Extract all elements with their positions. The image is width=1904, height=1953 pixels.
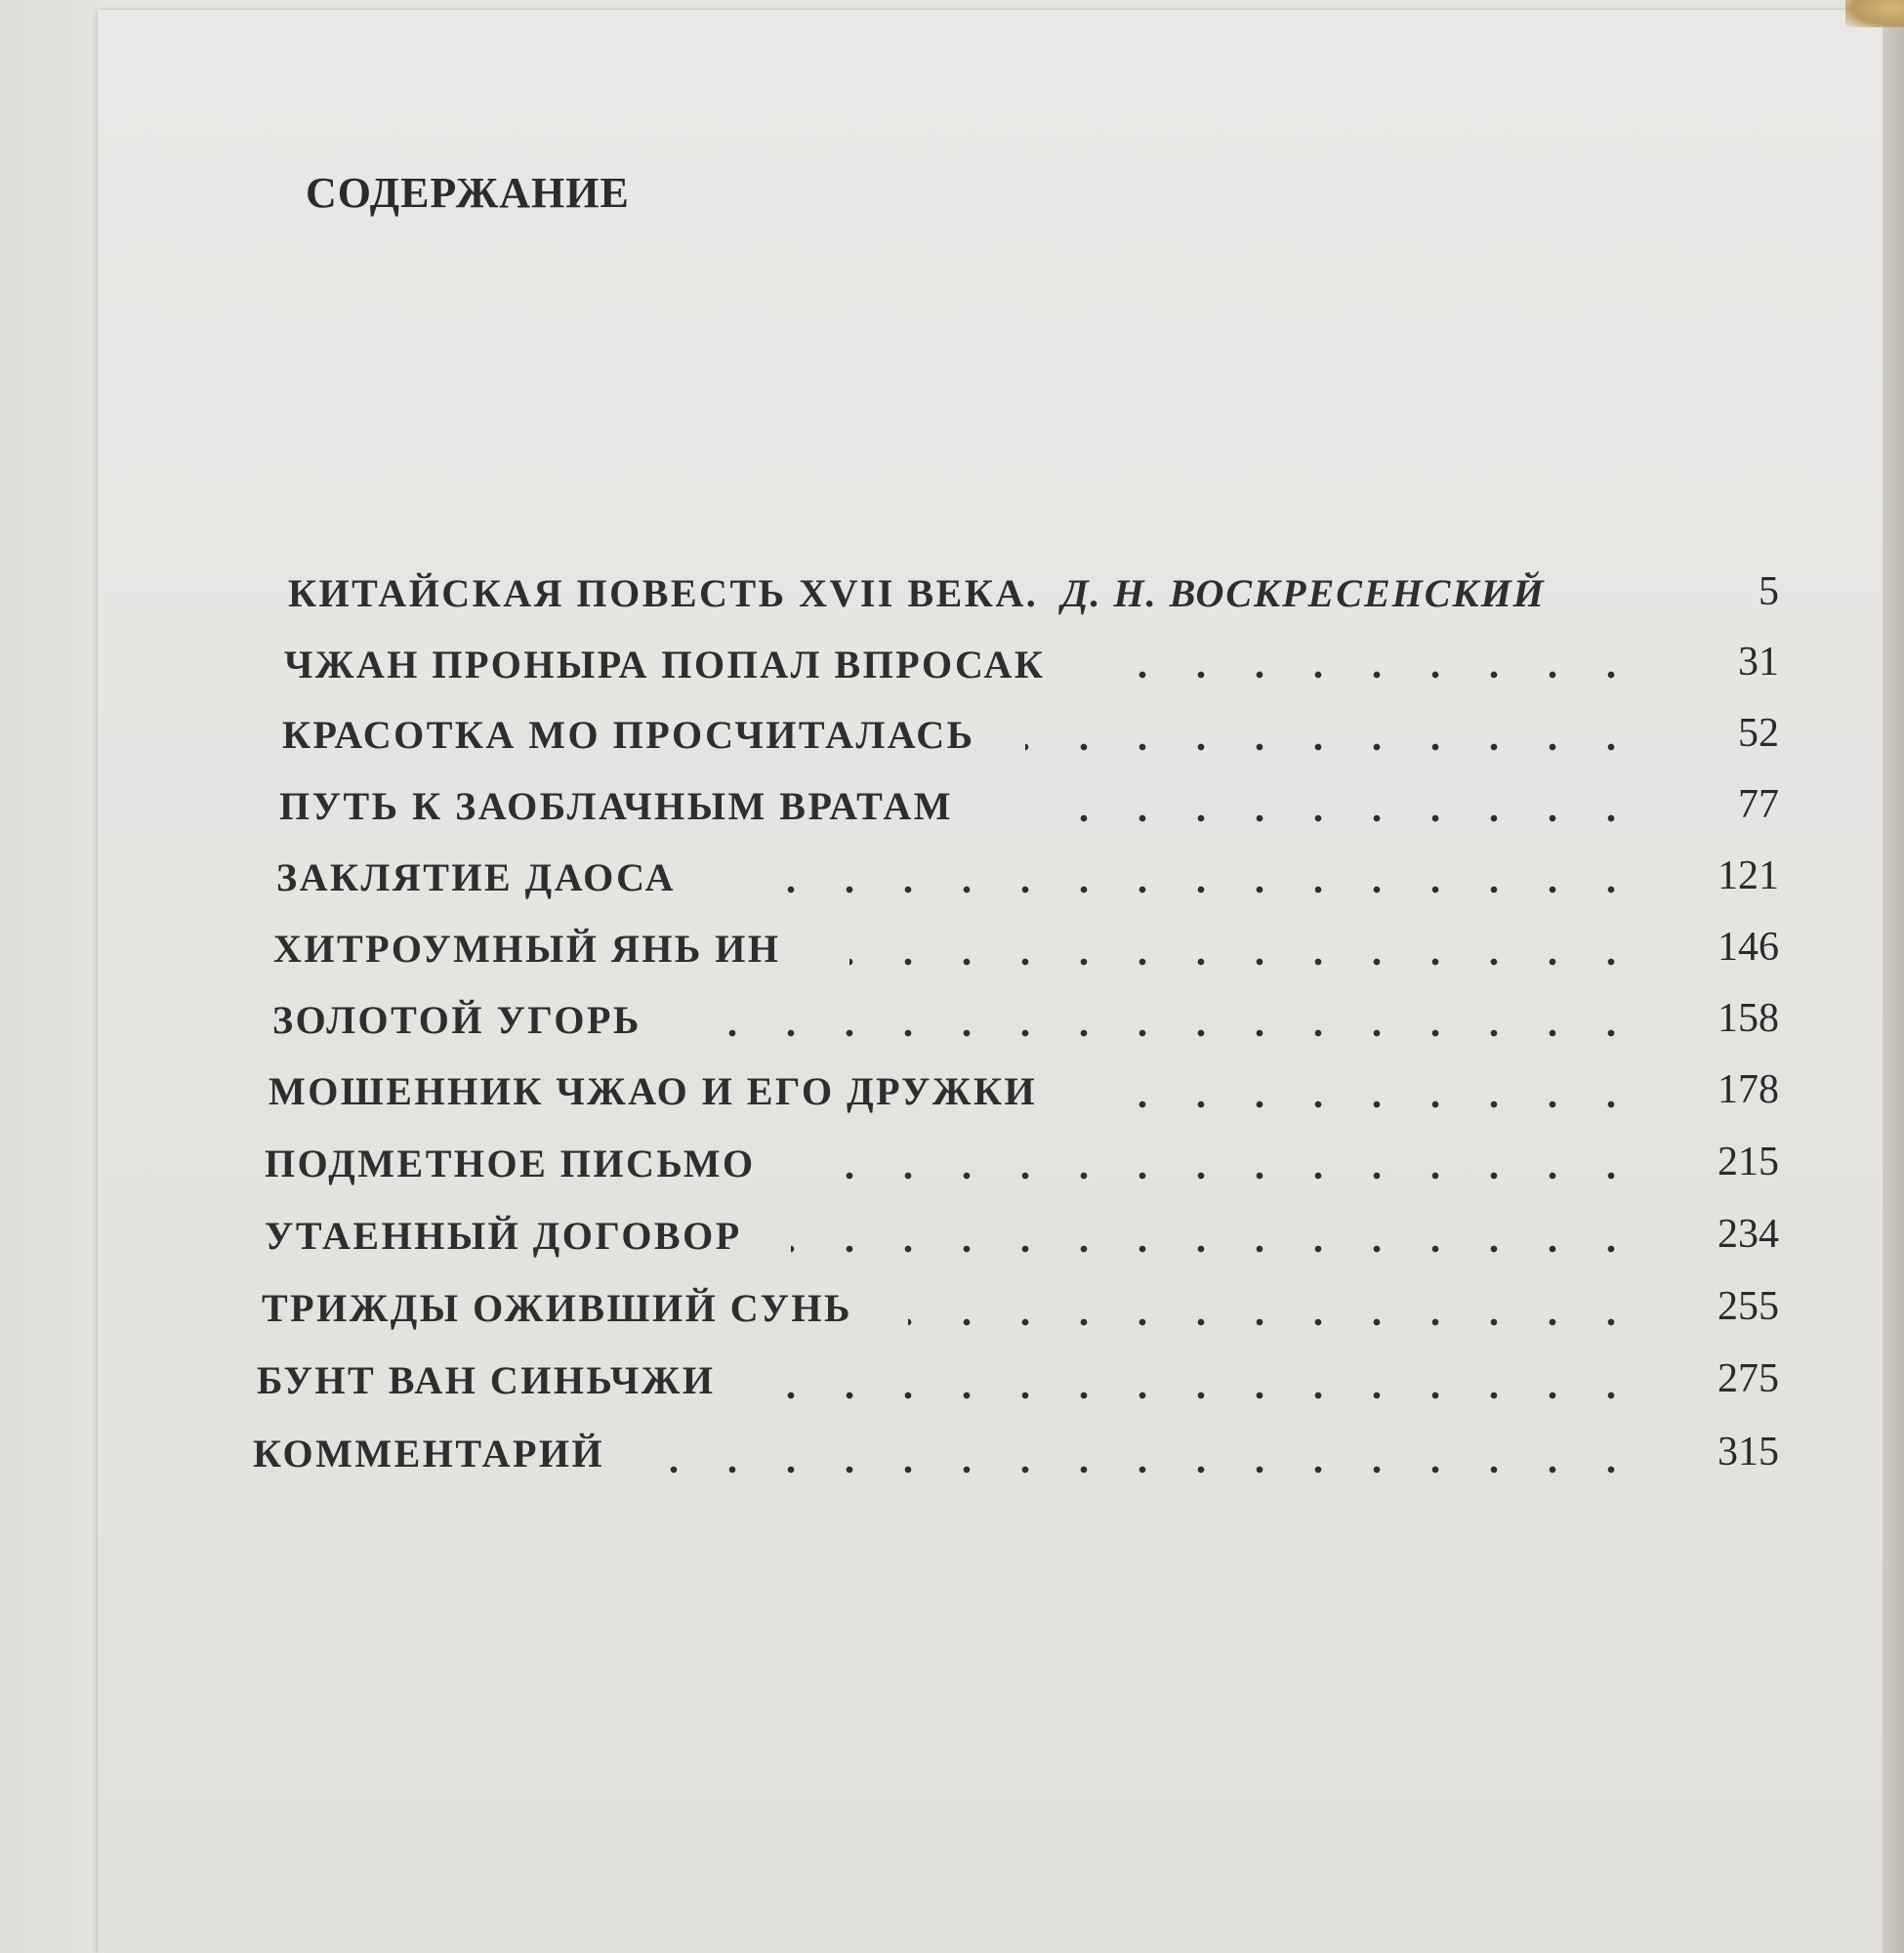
toc-entry-title: МОШЕННИК ЧЖАО И ЕГО ДРУЖКИ [269, 1069, 1038, 1113]
toc-leader-dots [791, 1244, 1640, 1254]
toc-entry-title: ПОДМЕТНОЕ ПИСЬМО [265, 1142, 756, 1185]
toc-entry [272, 990, 642, 1043]
toc-entry-page: 158 [1718, 996, 1779, 1041]
toc-leader-dots [1025, 742, 1640, 752]
toc-entry [253, 1424, 604, 1476]
toc-entry [269, 1061, 1037, 1114]
toc-leader-dots [1035, 813, 1640, 823]
toc-entry-title: УТАЕННЫЙ ДОГОВОР [265, 1214, 742, 1258]
toc-entry-page: 275 [1718, 1356, 1779, 1401]
toc-leader-dots [849, 957, 1640, 967]
toc-entry-title: КОММЕНТАРИЙ [253, 1432, 605, 1475]
toc-entry-page: 31 [1738, 640, 1779, 685]
toc-entry [257, 1350, 715, 1403]
toc-entry-page: 52 [1738, 711, 1779, 756]
toc-entry-page: 146 [1718, 925, 1779, 970]
toc-entry-title: ЗОЛОТОЙ УГОРЬ [272, 998, 642, 1042]
toc-entry [273, 919, 781, 972]
toc-entry-title: ТРИЖДЫ ОЖИВШИЙ СУНЬ [262, 1286, 852, 1330]
toc-entry-page: 234 [1718, 1212, 1779, 1257]
toc-entry [279, 776, 953, 829]
toc-entry [282, 705, 975, 758]
toc-entry [265, 1134, 756, 1186]
toc-entry-page: 215 [1718, 1140, 1779, 1184]
toc-entry [288, 563, 1546, 616]
toc-entry-title: КРАСОТКА МО ПРОСЧИТАЛАСЬ [282, 713, 975, 757]
toc-entry [284, 635, 1045, 687]
toc-leader-dots [683, 1028, 1640, 1038]
toc-entry-title: ХИТРОУМНЫЙ ЯНЬ ИН [273, 927, 781, 971]
toc-entry-page: 255 [1718, 1284, 1779, 1329]
toc-entry [265, 1206, 742, 1259]
toc-leader-dots [1133, 670, 1640, 680]
toc-leader-dots [830, 1171, 1640, 1181]
toc-leader-dots [742, 885, 1640, 894]
toc-entry-title: ЗАКЛЯТИЕ ДАОСА [276, 855, 676, 899]
toc-entry-page: 5 [1759, 569, 1779, 614]
toc-entry-page: 315 [1718, 1430, 1779, 1475]
toc-leader-dots [908, 1317, 1640, 1327]
toc-entry [262, 1278, 852, 1331]
toc-entry-author: Д. Н. ВОСКРЕСЕНСКИЙ [1061, 571, 1546, 615]
page-title: СОДЕРЖАНИЕ [306, 169, 630, 217]
toc-entry-title: ПУТЬ К ЗАОБЛАЧНЫМ ВРАТАМ [279, 784, 953, 828]
toc-entry-title: ЧЖАН ПРОНЫРА ПОПАЛ ВПРОСАК [284, 643, 1046, 686]
toc-entry-page: 77 [1738, 782, 1779, 827]
toc-entry-page: 178 [1718, 1067, 1779, 1112]
toc-leader-dots [1133, 1100, 1640, 1109]
toc-entry-title: БУНТ ВАН СИНЬЧЖИ [257, 1358, 716, 1402]
toc-leader-dots [644, 1465, 1640, 1475]
toc-entry-page: 121 [1718, 853, 1779, 898]
toc-entry-title: КИТАЙСКАЯ ПОВЕСТЬ XVII ВЕКА. [288, 571, 1039, 615]
toc-entry [276, 848, 676, 900]
toc-leader-dots [781, 1391, 1640, 1400]
